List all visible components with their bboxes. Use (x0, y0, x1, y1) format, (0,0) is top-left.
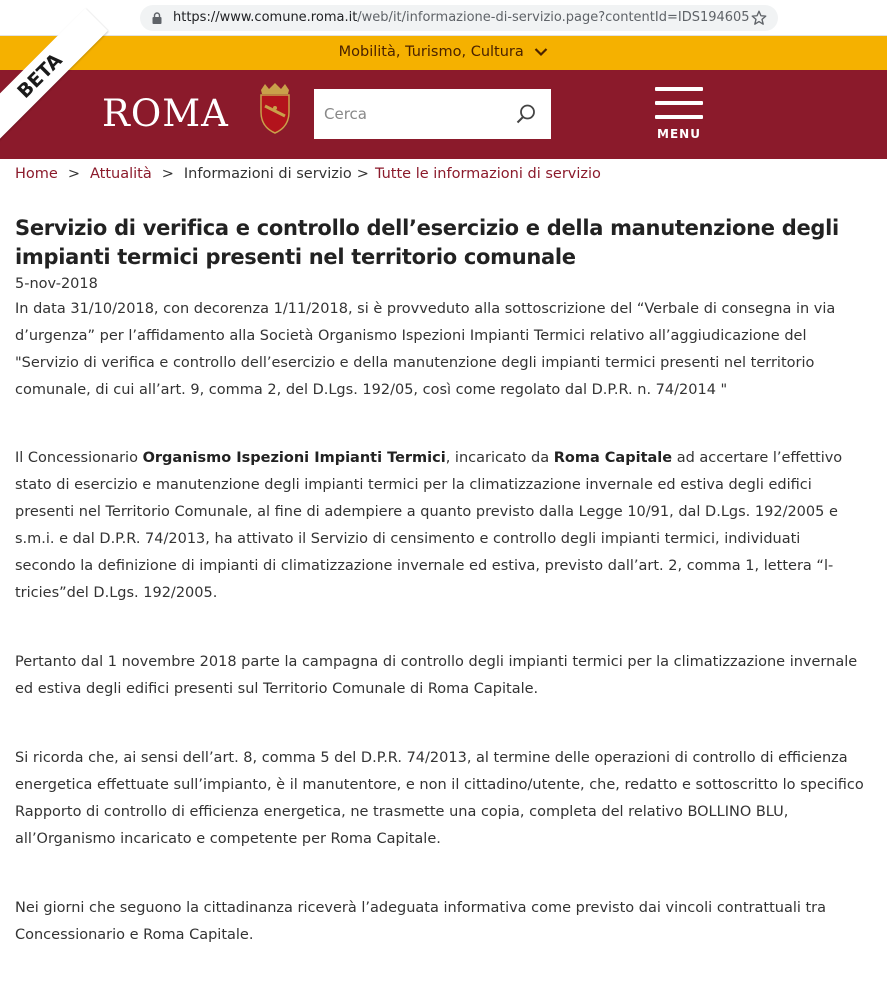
beta-ribbon: BETA (0, 8, 108, 144)
search-icon[interactable] (515, 103, 537, 125)
paragraph-spacer (15, 404, 865, 445)
menu-button[interactable] (648, 84, 710, 146)
article-paragraph-5: Nei giorni che seguono la cittadinanza riceverà l’adeguata informativa come previsto dai vincoli contrattuali tra Concessionario e Roma Capitale. (15, 900, 827, 943)
topic-dropdown[interactable] (0, 44, 887, 60)
search-input[interactable] (314, 89, 504, 139)
site-header (0, 70, 887, 159)
breadcrumb (15, 166, 601, 182)
roma-logo[interactable]: ROMA (102, 92, 229, 135)
menu-line (655, 87, 703, 91)
chevron-down-icon (534, 47, 548, 57)
url-text[interactable] (173, 10, 750, 25)
text-fragment: , incaricato da (445, 450, 554, 466)
article-date: 5-nov-2018 (15, 276, 98, 292)
topic-label: Mobilità, Turismo, Cultura (338, 44, 524, 60)
url-host: https://www.comune.roma.it (173, 10, 358, 25)
paragraph-spacer (15, 703, 865, 745)
breadcrumb-attualita[interactable]: Attualità (89, 166, 152, 182)
bold-organismo: Organismo Ispezioni Impianti Termici (142, 450, 446, 466)
article-paragraph-1: In data 31/10/2018, con decorenza 1/11/2018, si è provveduto alla sottoscrizione del “Verbale di consegna in via d’urgenza” per l’affidamento alla Società Organismo Ispezioni Impianti Termici relativo all’aggiudicazione del "Servizio di verifica e controllo dell’esercizio e della manutenzione degli impianti termici presenti nel territorio comunale, di cui all’art. 9, comma 2, del D.Lgs. 192/05, così come regolato dal D.P.R. n. 74/2014 " (15, 301, 836, 398)
bookmark-star-icon[interactable] (750, 9, 768, 27)
article-paragraph-4: Si ricorda che, ai sensi dell’art. 8, comma 5 del D.P.R. 74/2013, al termine delle operazioni di controllo di efficienza energetica effettuate sull’impianto, è il manutentore, e non il cittadino/utente, che, redatto e sottoscritto lo specifico Rapporto di controllo di efficienza energetica, ne trasmette una copia, completa del relativo BOLLINO BLU, all’Organismo incaricato e competente per Roma Capitale. (15, 750, 864, 847)
menu-line (655, 115, 703, 119)
article-paragraph-2 (15, 445, 865, 607)
breadcrumb-separator: > (356, 166, 369, 182)
text-fragment: ad accertare l’effettivo stato di esercizio e manutenzione degli impianti termici per la climatizzazione invernale ed estiva degli edifici presenti nel Territorio Comunale, al fine di adempiere a quanto previsto dalla Legge 10/91, dal D.Lgs. 192/2005 e s.m.i. e dal D.P.R. 74/2013, ha attivato il Servizio di censimento e controllo degli impianti termici, individuati secondo la definizione di impianti di climatizzazione invernale ed estiva, previsto dall’art. 2, comma 1, lettera “l-tricies”del D.Lgs. 192/2005. (15, 450, 843, 601)
breadcrumb-current: Informazioni di servizio (183, 166, 352, 182)
lock-icon[interactable] (152, 12, 162, 24)
menu-line (655, 101, 703, 105)
article (15, 214, 865, 949)
spqr-crest-icon[interactable] (256, 82, 294, 134)
breadcrumb-separator: > (161, 166, 174, 182)
search-box (314, 89, 551, 139)
paragraph-spacer (15, 853, 865, 895)
text-fragment: Il Concessionario (15, 450, 143, 466)
article-title: Servizio di verifica e controllo dell’esercizio e della manutenzione degli impianti termici presenti nel territorio comunale (15, 216, 839, 269)
browser-toolbar (0, 0, 887, 36)
menu-label: MENU (657, 127, 701, 141)
address-bar[interactable] (140, 5, 778, 31)
paragraph-spacer (15, 607, 865, 649)
breadcrumb-home[interactable]: Home (15, 166, 58, 182)
url-path: /web/it/informazione-di-servizio.page?contentId=IDS194605 (357, 10, 750, 25)
article-paragraph-3: Pertanto dal 1 novembre 2018 parte la campagna di controllo degli impianti termici per la climatizzazione invernale ed estiva degli edifici presenti sul Territorio Comunale di Roma Capitale. (15, 654, 858, 697)
topic-bar (0, 36, 887, 70)
breadcrumb-all-info[interactable]: Tutte le informazioni di servizio (374, 166, 601, 182)
bold-roma-capitale: Roma Capitale (553, 450, 673, 466)
breadcrumb-separator: > (67, 166, 80, 182)
